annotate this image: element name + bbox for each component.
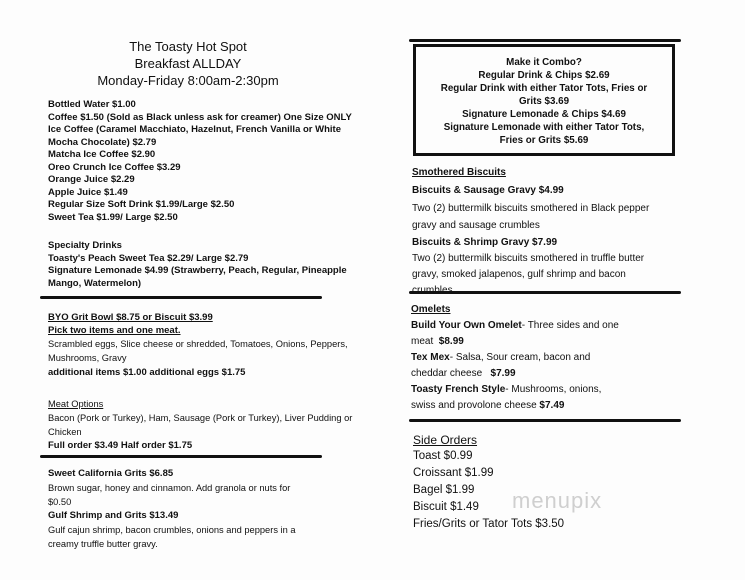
grits-section <box>48 467 296 551</box>
combo-title: Make it Combo? <box>506 57 582 68</box>
biscuit-item-desc: Two (2) buttermilk biscuits smothered in truffle butter <box>412 253 645 264</box>
biscuit-item-title: Biscuits & Sausage Gravy $4.99 <box>412 185 564 196</box>
omelet-price: $7.49 <box>539 400 565 411</box>
side-item: Croissant $1.99 <box>413 467 494 479</box>
gulf-grits-desc: creamy truffle butter gravy. <box>48 539 158 549</box>
sweet-grits-title: Sweet California Grits $6.85 <box>48 468 174 479</box>
specialty-item: Signature Lemonade $4.99 (Strawberry, Peach, Regular, Pineapple <box>48 265 347 276</box>
watermark-logo: menupix <box>512 488 603 513</box>
biscuit-item-desc: gravy and sausage crumbles <box>412 220 540 231</box>
meat-title: Meat Options <box>48 399 104 409</box>
omelet-desc: - Mushrooms, onions, <box>505 384 602 395</box>
side-orders-title: Side Orders <box>413 433 478 447</box>
side-orders <box>413 432 564 533</box>
byo-subtitle: Pick two items and one meat. <box>48 324 181 336</box>
breakfast-notice: Breakfast ALLDAY <box>134 56 242 71</box>
byo-desc: Mushrooms, Gravy <box>48 353 127 363</box>
meat-section <box>48 397 352 453</box>
gulf-grits-title: Gulf Shrimp and Grits $13.49 <box>48 510 179 521</box>
omelet-price: $8.99 <box>438 336 464 347</box>
side-item: Toast $0.99 <box>413 450 473 462</box>
byo-extra: additional items $1.00 additional eggs $1.75 <box>48 367 246 378</box>
hours: Monday-Friday 8:00am-2:30pm <box>97 73 279 88</box>
combo-item: Fries or Grits $5.69 <box>499 135 589 146</box>
omelets-section <box>411 302 619 414</box>
omelet-name: Build Your Own Omelet <box>411 320 522 331</box>
byo-title: BYO Grit Bowl $8.75 or Biscuit $3.99 <box>48 312 213 323</box>
drink-item: Apple Juice $1.49 <box>48 186 128 198</box>
divider <box>40 455 322 458</box>
omelet-name: Toasty French Style <box>411 384 506 395</box>
meat-desc: Bacon (Pork or Turkey), Ham, Sausage (Pork or Turkey), Liver Pudding or <box>48 413 353 423</box>
divider <box>409 291 681 294</box>
omelet-price: $7.99 <box>490 368 516 379</box>
combo-item: Grits $3.69 <box>518 96 570 107</box>
side-item: Biscuit $1.49 <box>413 501 479 513</box>
drink-item: Matcha Ice Coffee $2.90 <box>48 149 156 160</box>
drink-item: Oreo Crunch Ice Coffee $3.29 <box>48 161 181 173</box>
gulf-grits-desc: Gulf cajun shrimp, bacon crumbles, onions and peppers in a <box>48 525 296 535</box>
sweet-grits-desc: $0.50 <box>48 497 72 507</box>
specialty-item: Mango, Watermelon) <box>48 277 142 289</box>
divider <box>409 419 681 422</box>
omelet-desc: cheddar cheese <box>411 368 483 379</box>
meat-desc: Chicken <box>48 427 82 437</box>
biscuit-item-title: Biscuits & Shrimp Gravy $7.99 <box>412 237 558 248</box>
meat-price: Full order $3.49 Half order $1.75 <box>48 440 193 451</box>
divider <box>409 39 681 42</box>
omelets-title: Omelets <box>411 304 451 315</box>
divider <box>40 296 322 299</box>
side-item: Fries/Grits or Tator Tots $3.50 <box>413 518 565 530</box>
omelet-desc: meat <box>411 336 434 347</box>
omelet-desc: - Three sides and one <box>521 320 619 331</box>
drink-item: Bottled Water $1.00 <box>48 99 136 110</box>
specialty-title: Specialty Drinks <box>48 240 122 251</box>
drink-item: Coffee $1.50 (Sold as Black unless ask for creamer) One Size ONLY <box>48 111 352 123</box>
combo-item: Regular Drink & Chips $2.69 <box>478 70 610 81</box>
byo-desc: Scrambled eggs, Slice cheese or shredded, Tomatoes, Onions, Peppers, <box>48 339 348 349</box>
byo-section <box>48 312 348 381</box>
biscuit-item-desc: Two (2) buttermilk biscuits smothered in Black pepper <box>412 203 650 214</box>
omelet-name: Tex Mex <box>411 352 450 363</box>
combo-item: Signature Lemonade & Chips $4.69 <box>462 109 626 120</box>
restaurant-name: The Toasty Hot Spot <box>129 39 247 54</box>
omelet-desc: swiss and provolone cheese <box>411 400 537 411</box>
combo-item: Signature Lemonade with either Tator Tots, <box>443 122 645 133</box>
biscuit-item-desc: gravy, smoked jalapenos, gulf shrimp and bacon <box>412 269 626 280</box>
drink-item: Mocha Chocolate) $2.79 <box>48 136 157 148</box>
drinks-list <box>48 99 352 224</box>
combo-item: Regular Drink with either Tator Tots, Fries or <box>440 83 648 94</box>
menu-header <box>48 38 328 89</box>
sweet-grits-desc: Brown sugar, honey and cinnamon. Add granola or nuts for <box>48 483 291 493</box>
drink-item: Regular Size Soft Drink $1.99/Large $2.50 <box>48 199 235 210</box>
specialty-item: Toasty's Peach Sweet Tea $2.29/ Large $2.79 <box>48 252 249 264</box>
side-item: Bagel $1.99 <box>413 484 475 496</box>
drink-item: Ice Coffee (Caramel Macchiato, Hazelnut, French Vanilla or White <box>48 124 341 135</box>
drink-item: Orange Juice $2.29 <box>48 174 135 185</box>
drink-item: Sweet Tea $1.99/ Large $2.50 <box>48 211 178 223</box>
combo-box <box>413 44 675 156</box>
omelet-desc: - Salsa, Sour cream, bacon and <box>449 352 591 363</box>
biscuits-title: Smothered Biscuits <box>412 167 506 178</box>
biscuits-section <box>412 164 649 299</box>
specialty-drinks <box>48 240 347 290</box>
